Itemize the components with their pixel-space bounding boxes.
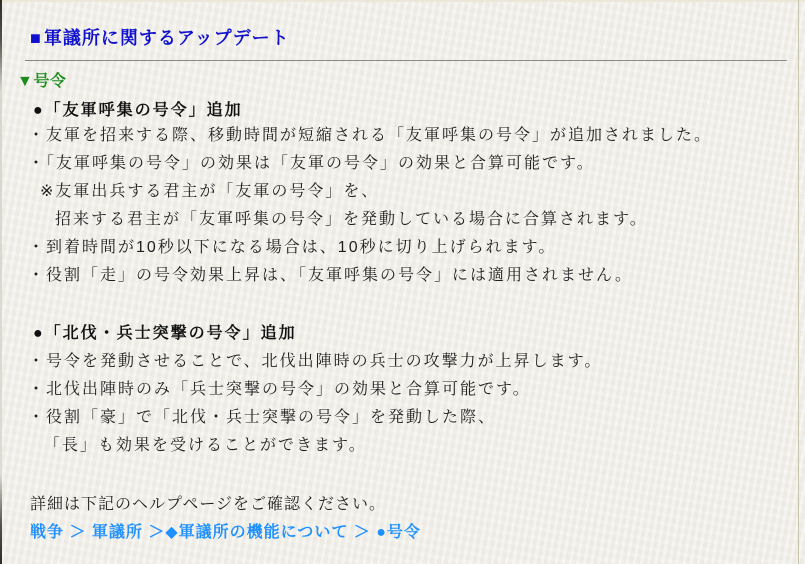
body-line: ・役割「豪」で「北伐・兵士突撃の号令」を発動した際、 bbox=[28, 409, 497, 426]
body-line-note-continued: 招来する君主が「友軍呼集の号令」を発動している場合に合算されます。 bbox=[55, 211, 648, 228]
group2-body bbox=[0, 348, 797, 460]
body-line-continued: 「長」も効果を受けることができます。 bbox=[44, 437, 367, 454]
triangle-bullet-icon: ▼ bbox=[17, 73, 34, 90]
square-bullet-icon: ■ bbox=[30, 28, 42, 48]
group1-heading: ●「友軍呼集の号令」追加 bbox=[33, 102, 243, 119]
page-title bbox=[30, 24, 290, 52]
body-line-note: ※友軍出兵する君主が「友軍の号令」を、 bbox=[40, 183, 380, 200]
header-divider bbox=[25, 60, 787, 61]
page-right-rule bbox=[798, 0, 799, 564]
body-line: ・北伐出陣時のみ「兵士突撃の号令」の効果と合算可能です。 bbox=[28, 381, 531, 398]
body-line: ・友軍を招来する際、移動時間が短縮される「友軍呼集の号令」が追加されました。 bbox=[28, 127, 713, 144]
page-title-text: 軍議所に関するアップデート bbox=[43, 28, 290, 48]
group2-heading: ●「北伐・兵士突撃の号令」追加 bbox=[33, 325, 297, 342]
body-line: ・「友軍呼集の号令」の効果は「友軍の号令」の効果と合算可能です。 bbox=[28, 155, 595, 172]
group1-body bbox=[0, 122, 797, 290]
body-line: ・到着時間が10秒以下になる場合は、10秒に切り上げられます。 bbox=[28, 239, 557, 256]
section-heading bbox=[17, 68, 66, 96]
body-line: ・号令を発動させることで、北伐出陣時の兵士の攻撃力が上昇します。 bbox=[28, 353, 603, 370]
help-note: 詳細は下記のヘルプページをご確認ください。 bbox=[30, 496, 387, 513]
body-line: ・役割「走」の号令効果上昇は、「友軍呼集の号令」には適用されません。 bbox=[28, 267, 633, 284]
section-heading-text: 号令 bbox=[33, 73, 67, 90]
page-top-edge bbox=[0, 0, 805, 2]
help-breadcrumb-link[interactable]: 戦争 ＞ 軍議所 ＞◆軍議所の機能について ＞ ●号令 bbox=[30, 524, 421, 541]
